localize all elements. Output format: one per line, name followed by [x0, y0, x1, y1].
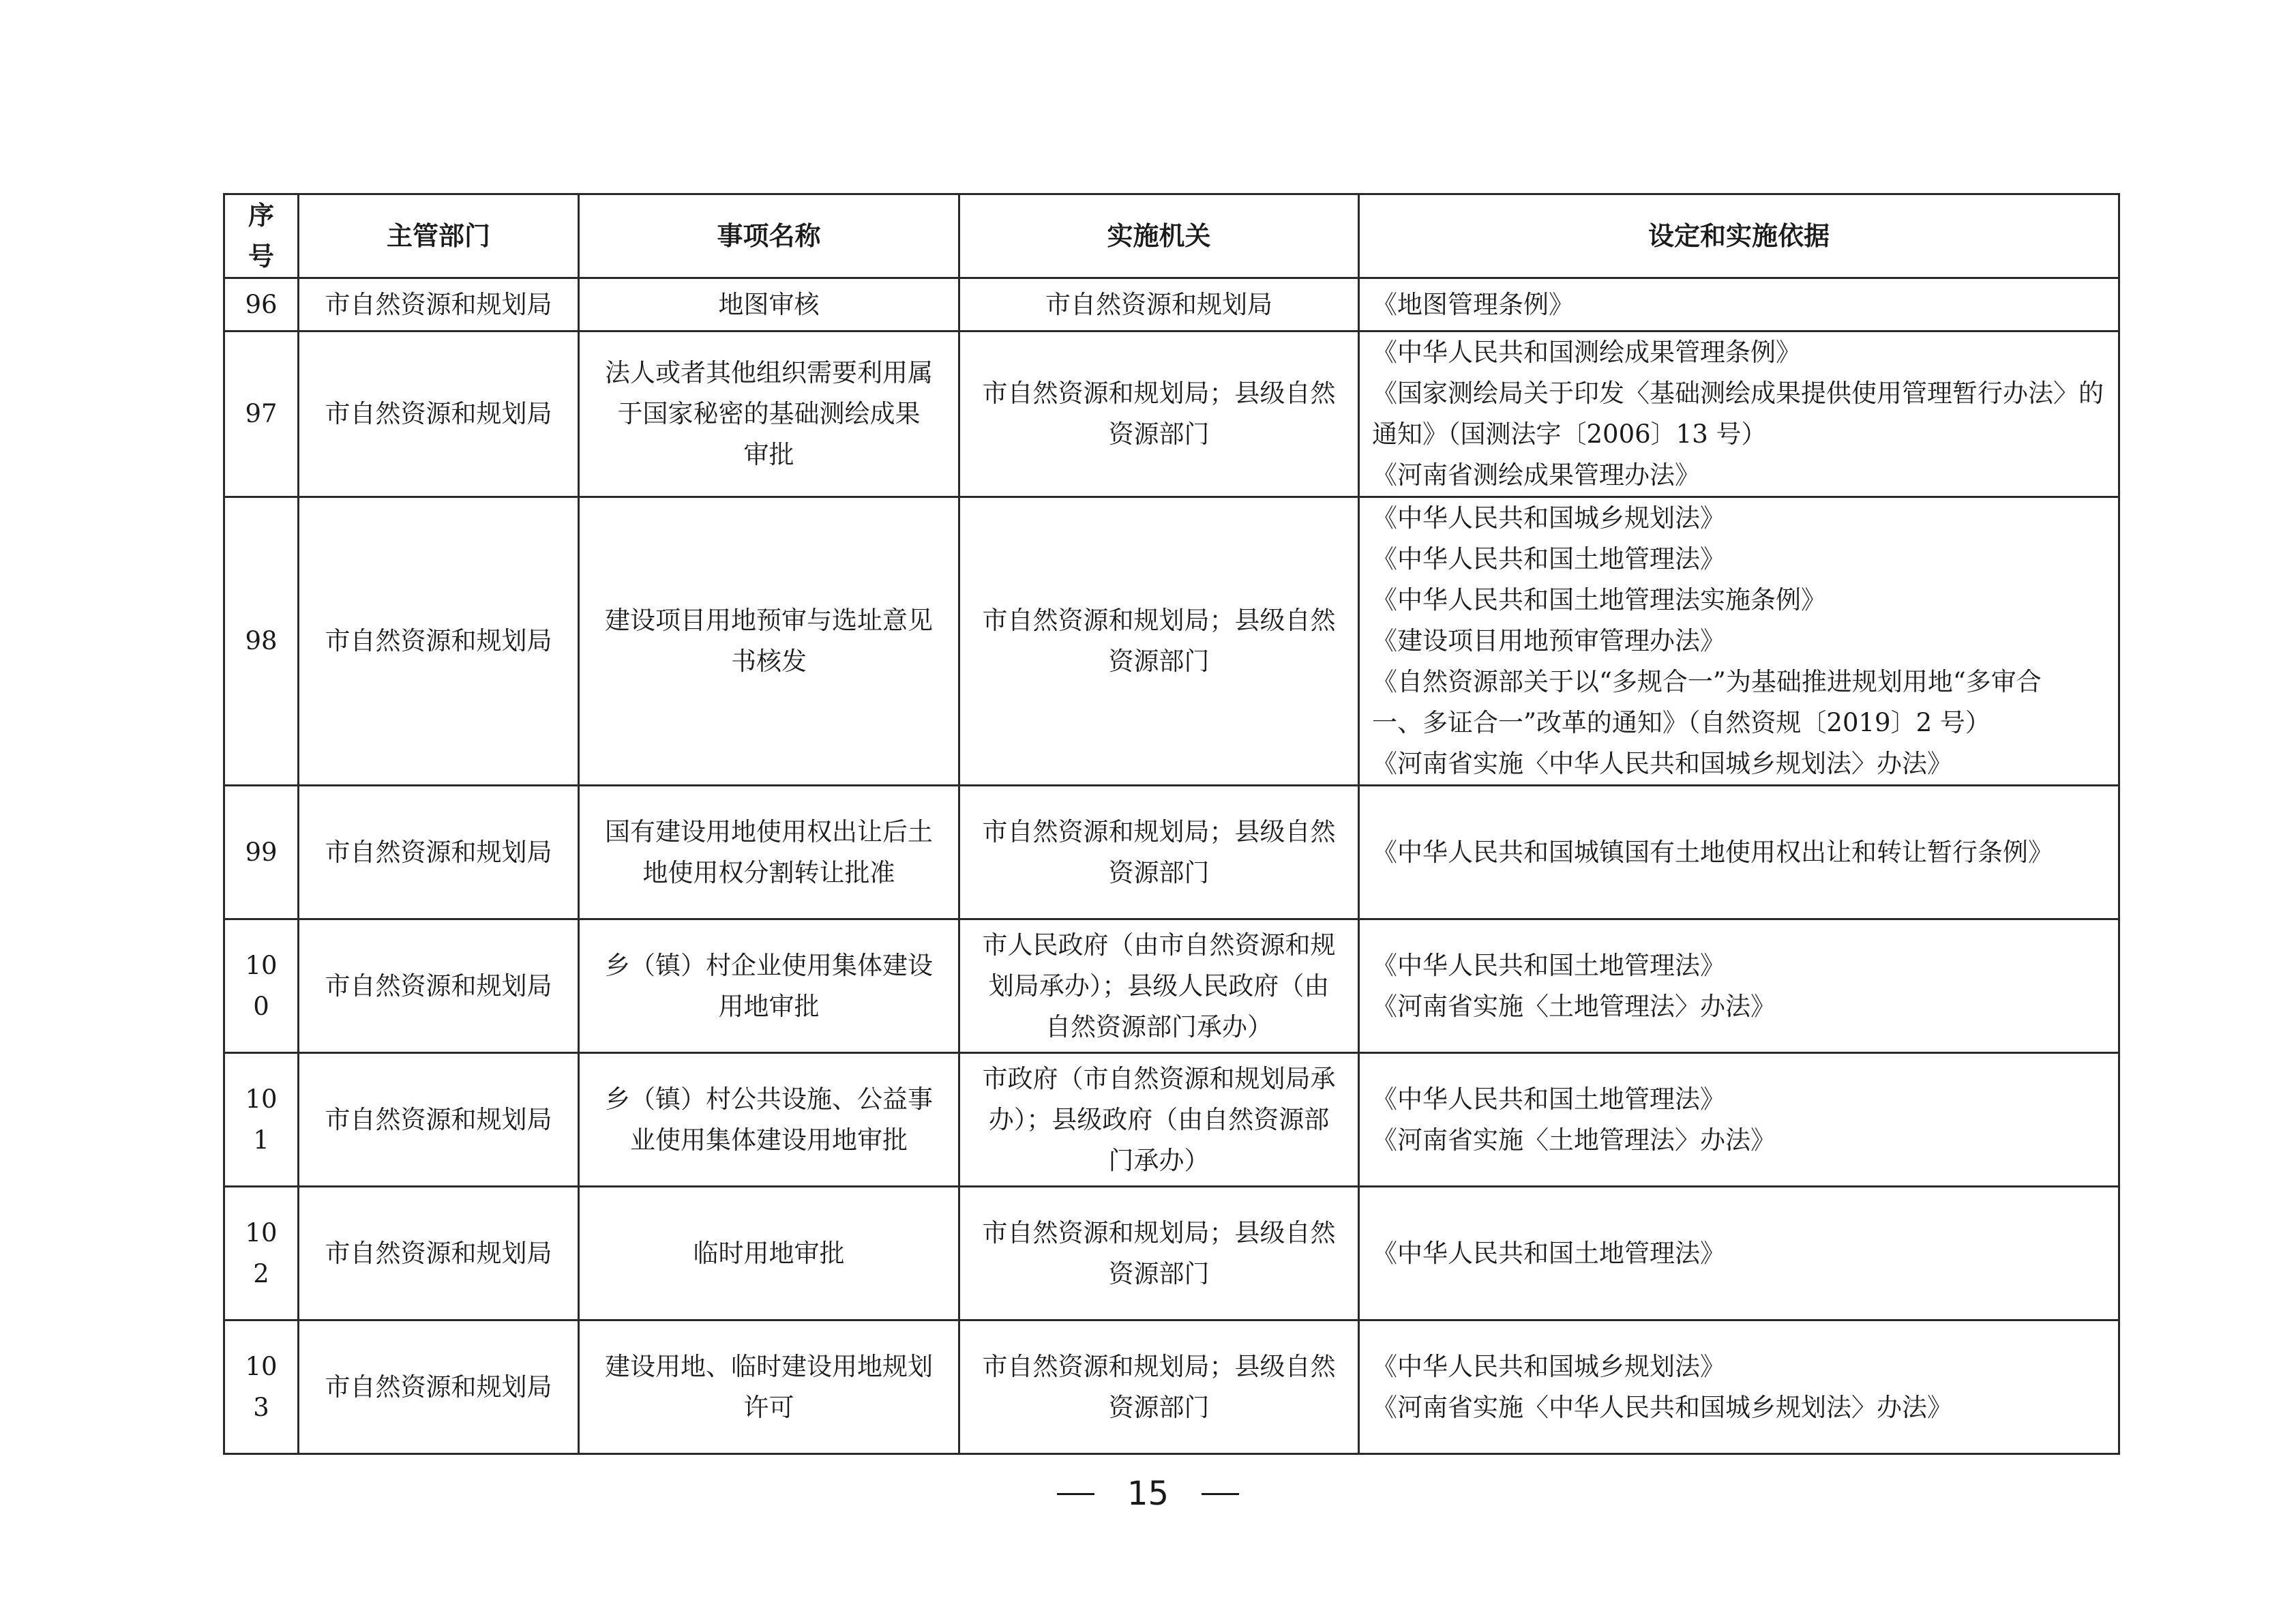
- cell-implementing-agency-line: 资源部门: [1108, 647, 1210, 676]
- cell-legal-basis-line: 《中华人民共和国城乡规划法》: [1372, 1351, 1725, 1381]
- cell-serial: 99: [224, 786, 299, 919]
- cell-implementing-agency-line: 资源部门: [1108, 1258, 1210, 1288]
- cell-implementing-agency-line: 资源部门: [1108, 419, 1210, 449]
- cell-item-name-line: 临时用地审批: [693, 1238, 845, 1268]
- cell-legal-basis-line: 《自然资源部关于以“多规合一”为基础推进规划用地“多审合: [1372, 667, 2042, 696]
- cell-item-name-line: 于国家秘密的基础测绘成果: [617, 399, 921, 428]
- cell-item-name: [579, 1053, 959, 1187]
- cell-item-name-line: 业使用集体建设用地审批: [630, 1125, 908, 1155]
- cell-legal-basis-line: 《中华人民共和国土地管理法》: [1372, 1084, 1725, 1114]
- cell-legal-basis-line: 《河南省实施〈土地管理法〉办法》: [1372, 1125, 1776, 1155]
- cell-legal-basis-line: 《河南省实施〈土地管理法〉办法》: [1372, 991, 1776, 1021]
- cell-implementing-agency-line: 市自然资源和规划局；县级自然: [982, 606, 1336, 635]
- cell-item-name-line: 地图审核: [718, 289, 820, 319]
- cell-department: 市自然资源和规划局: [299, 497, 579, 786]
- cell-department: 市自然资源和规划局: [299, 1187, 579, 1320]
- table-row: [224, 497, 2119, 786]
- cell-item-name-line: 用地审批: [718, 991, 820, 1021]
- cell-implementing-agency: [959, 497, 1359, 786]
- cell-legal-basis-line: 《中华人民共和国土地管理法实施条例》: [1372, 585, 1826, 615]
- cell-item-name: [579, 1320, 959, 1454]
- cell-implementing-agency-line: 市自然资源和规划局；县级自然: [982, 379, 1336, 408]
- cell-implementing-agency-line: 市政府（市自然资源和规划局承: [982, 1063, 1336, 1093]
- cell-serial: 101: [224, 1053, 299, 1187]
- cell-implementing-agency-line: 资源部门: [1108, 1392, 1210, 1422]
- page-number: 15: [1127, 1475, 1169, 1513]
- cell-legal-basis-line: 《河南省实施〈中华人民共和国城乡规划法〉办法》: [1372, 1392, 1952, 1422]
- cell-legal-basis-line: 《中华人民共和国测绘成果管理条例》: [1372, 338, 1801, 367]
- cell-implementing-agency-line: 门承办）: [1108, 1145, 1210, 1175]
- header-item-name: 事项名称: [579, 194, 959, 278]
- cell-item-name-line: 地使用权分割转让批准: [642, 857, 895, 887]
- cell-implementing-agency: [959, 278, 1359, 331]
- cell-serial: 103: [224, 1320, 299, 1454]
- cell-item-name-line: 法人或者其他组织需要利用属: [605, 358, 933, 387]
- cell-item-name: [579, 497, 959, 786]
- cell-department: 市自然资源和规划局: [299, 1320, 579, 1454]
- cell-implementing-agency: [959, 786, 1359, 919]
- cell-item-name-line: 乡（镇）村企业使用集体建设: [605, 950, 933, 980]
- table-row: [224, 1053, 2119, 1187]
- table-row: [224, 919, 2119, 1053]
- cell-item-name-line: 建设项目用地预审与选址意见: [605, 606, 933, 635]
- cell-legal-basis-line: 《建设项目用地预审管理办法》: [1372, 626, 1725, 655]
- cell-department: 市自然资源和规划局: [299, 919, 579, 1053]
- cell-legal-basis-line: 《中华人民共和国土地管理法》: [1372, 1238, 1725, 1268]
- cell-implementing-agency-line: 资源部门: [1108, 857, 1210, 887]
- cell-implementing-agency: [959, 1320, 1359, 1454]
- cell-legal-basis: [1359, 1320, 2119, 1454]
- cell-legal-basis-line: 一、多证合一”改革的通知》（自然资规〔2019〕2 号）: [1372, 708, 1991, 737]
- cell-legal-basis-line: 《中华人民共和国城乡规划法》: [1372, 503, 1725, 533]
- cell-legal-basis: [1359, 278, 2119, 331]
- cell-item-name: [579, 786, 959, 919]
- cell-implementing-agency-line: 市人民政府（由市自然资源和规: [982, 930, 1336, 960]
- cell-item-name: [579, 919, 959, 1053]
- cell-legal-basis: [1359, 1053, 2119, 1187]
- cell-serial: 96: [224, 278, 299, 331]
- header-implementing-agency: 实施机关: [959, 194, 1359, 278]
- cell-implementing-agency-line: 市自然资源和规划局: [1045, 289, 1272, 319]
- table-body: [224, 278, 2119, 1454]
- cell-serial: 102: [224, 1187, 299, 1320]
- cell-serial: 98: [224, 497, 299, 786]
- cell-department: 市自然资源和规划局: [299, 278, 579, 331]
- cell-implementing-agency: [959, 331, 1359, 497]
- cell-legal-basis-line: 《河南省测绘成果管理办法》: [1372, 460, 1700, 490]
- items-table: [223, 193, 2120, 1455]
- cell-implementing-agency-line: 市自然资源和规划局；县级自然: [982, 1217, 1336, 1247]
- table-row: [224, 1187, 2119, 1320]
- cell-legal-basis-line: 《国家测绘局关于印发〈基础测绘成果提供使用管理暂行办法〉的: [1372, 379, 2104, 408]
- cell-legal-basis-line: 《中华人民共和国城镇国有土地使用权出让和转让暂行条例》: [1372, 837, 2053, 867]
- cell-implementing-agency: [959, 919, 1359, 1053]
- header-serial: 序号: [224, 194, 299, 278]
- page-footer: [0, 1466, 2296, 1521]
- cell-implementing-agency-line: 划局承办）；县级人民政府（由: [988, 971, 1330, 1001]
- table-row: [224, 786, 2119, 919]
- cell-legal-basis-line: 通知》（国测法字〔2006〕13 号）: [1372, 419, 1767, 449]
- cell-item-name: [579, 1187, 959, 1320]
- footer-dash-right: [1202, 1493, 1239, 1495]
- table-row: [224, 331, 2119, 497]
- footer-dash-left: [1057, 1493, 1094, 1495]
- cell-item-name-line: 建设用地、临时建设用地规划: [605, 1351, 933, 1381]
- cell-implementing-agency-line: 市自然资源和规划局；县级自然: [982, 816, 1336, 846]
- cell-legal-basis: [1359, 331, 2119, 497]
- cell-legal-basis: [1359, 919, 2119, 1053]
- cell-implementing-agency: [959, 1053, 1359, 1187]
- cell-item-name-line: 审批: [743, 440, 794, 469]
- cell-item-name-line: 国有建设用地使用权出让后土: [605, 816, 933, 846]
- cell-item-name-line: 书核发: [731, 647, 807, 676]
- cell-department: 市自然资源和规划局: [299, 331, 579, 497]
- cell-legal-basis: [1359, 786, 2119, 919]
- cell-implementing-agency-line: 自然资源部门承办）: [1045, 1012, 1272, 1042]
- cell-legal-basis-line: 《中华人民共和国土地管理法》: [1372, 950, 1725, 980]
- cell-legal-basis-line: 《河南省实施〈中华人民共和国城乡规划法〉办法》: [1372, 749, 1952, 778]
- cell-item-name: [579, 331, 959, 497]
- table-header-row: [224, 194, 2119, 278]
- header-department: 主管部门: [299, 194, 579, 278]
- header-legal-basis: 设定和实施依据: [1359, 194, 2119, 278]
- table-row: [224, 278, 2119, 331]
- cell-item-name: [579, 278, 959, 331]
- cell-department: 市自然资源和规划局: [299, 786, 579, 919]
- cell-legal-basis: [1359, 497, 2119, 786]
- cell-serial: 97: [224, 331, 299, 497]
- cell-legal-basis: [1359, 1187, 2119, 1320]
- cell-legal-basis-line: 《地图管理条例》: [1372, 289, 1574, 319]
- cell-serial: 100: [224, 919, 299, 1053]
- cell-implementing-agency: [959, 1187, 1359, 1320]
- cell-implementing-agency-line: 市自然资源和规划局；县级自然: [982, 1351, 1336, 1381]
- cell-department: 市自然资源和规划局: [299, 1053, 579, 1187]
- table-row: [224, 1320, 2119, 1454]
- cell-item-name-line: 乡（镇）村公共设施、公益事: [605, 1084, 933, 1114]
- cell-legal-basis-line: 《中华人民共和国土地管理法》: [1372, 544, 1725, 574]
- cell-item-name-line: 许可: [743, 1392, 794, 1422]
- cell-implementing-agency-line: 办）；县级政府（由自然资源部: [988, 1104, 1330, 1134]
